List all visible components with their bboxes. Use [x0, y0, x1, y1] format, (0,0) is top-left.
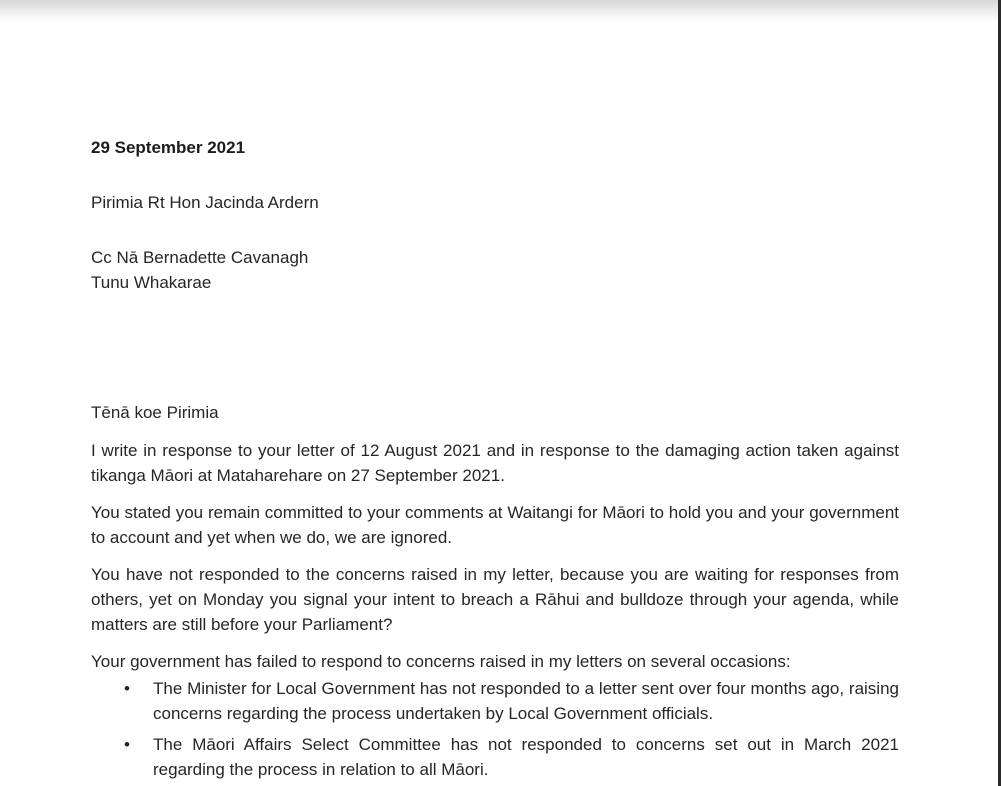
paragraph-3: You have not responded to the concerns raised in my letter, because you are waiting for responses from others, yet on Monday you signal your intent to breach a Rāhui and bulldoze through your agenda, while matters are still before your Parliament? — [91, 565, 899, 634]
paragraph-2: You stated you remain committed to your comments at Waitangi for Māori to hold you and your government to account and yet when we do, we are ignored. — [91, 503, 899, 547]
bullet-text: The Māori Affairs Select Committee has not responded to concerns set out in March 2021 regarding the process in relation to all Māori. — [153, 735, 899, 779]
cc-title: Tunu Whakarae — [91, 273, 212, 292]
list-item — [91, 732, 899, 782]
paragraph-4: Your government has failed to respond to concerns raised in my letters on several occasions: — [91, 652, 791, 671]
cc-name: Cc Nā Bernadette Cavanagh — [91, 248, 309, 267]
letter-date: 29 September 2021 — [91, 138, 246, 157]
bullet-list — [91, 676, 899, 782]
letter-body — [91, 400, 899, 786]
page-top-shadow — [0, 0, 1001, 22]
bullet-icon: • — [124, 679, 130, 698]
letter-recipient: Pirimia Rt Hon Jacinda Ardern — [91, 193, 319, 212]
letter-greeting: Tēnā koe Pirimia — [91, 403, 219, 422]
list-item — [91, 676, 899, 726]
paragraph-1: I write in response to your letter of 12 August 2021 and in response to the damaging action taken against tikanga Māori at Mataharehare on 27 September 2021. — [91, 441, 899, 485]
bullet-text: The Minister for Local Government has not responded to a letter sent over four months ago, raising concerns regarding the process undertaken by Local Government officials. — [153, 679, 899, 723]
letter-cc — [91, 245, 308, 295]
bullet-icon: • — [124, 735, 130, 754]
